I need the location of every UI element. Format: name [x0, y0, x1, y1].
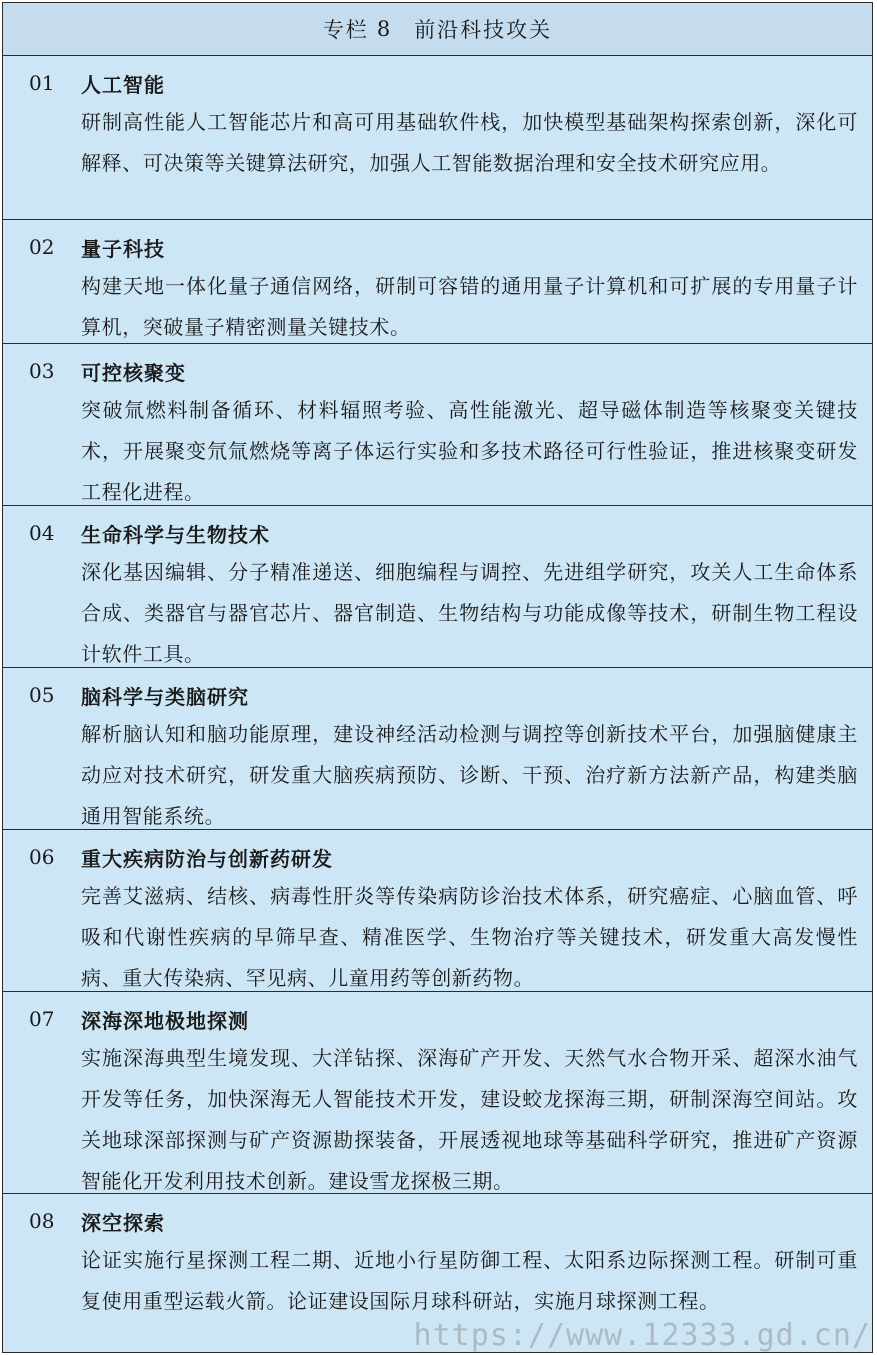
section-number: 03 [29, 359, 55, 383]
section-body: 突破氚燃料制备循环、材料辐照考验、高性能激光、超导磁体制造等核聚变关键技术，开展聚变氘氚燃烧等离子体运行实验和多技术路径可行性验证，推进核聚变研发工程化进程。 [81, 398, 858, 504]
section-body: 深化基因编辑、分子精准递送、细胞编程与调控、先进组学研究，攻关人工生命体系合成、类器官与器官芯片、器官制造、生物结构与功能成像等技术，研制生物工程设计软件工具。 [81, 560, 858, 666]
section-number: 05 [29, 683, 55, 707]
section-body: 研制高性能人工智能芯片和高可用基础软件栈，加快模型基础架构探索创新，深化可解释、可决策等关键算法研究，加强人工智能数据治理和安全技术研究应用。 [81, 110, 858, 175]
section-06 [3, 830, 872, 992]
section-title: 重大疾病防治与创新药研发 [81, 846, 333, 871]
section-title: 生命科学与生物技术 [81, 522, 270, 547]
section-body: 构建天地一体化量子通信网络，研制可容错的通用量子计算机和可扩展的专用量子计算机，突破量子精密测量关键技术。 [81, 274, 858, 339]
column-prefix: 专栏 [322, 18, 369, 42]
column-box [2, 2, 873, 1353]
section-number: 07 [29, 1007, 55, 1031]
section-07 [3, 992, 872, 1194]
section-title: 人工智能 [81, 72, 165, 97]
section-01 [3, 56, 872, 220]
column-title: 前沿科技攻关 [414, 18, 553, 42]
section-title: 脑科学与类脑研究 [81, 684, 249, 709]
section-number: 08 [29, 1209, 55, 1233]
column-header [3, 3, 872, 56]
watermark-url: https://www.12333.gd.cn/ [413, 1318, 871, 1353]
section-title: 可控核聚变 [81, 360, 186, 385]
section-number: 06 [29, 845, 55, 869]
section-04 [3, 506, 872, 668]
section-number: 01 [29, 71, 55, 95]
section-number: 02 [29, 235, 55, 259]
section-number: 04 [29, 521, 55, 545]
section-title: 量子科技 [81, 236, 165, 261]
section-02 [3, 220, 872, 344]
section-05 [3, 668, 872, 830]
section-body: 完善艾滋病、结核、病毒性肝炎等传染病防诊治技术体系，研究癌症、心脑血管、呼吸和代谢性疾病的早筛早查、精准医学、生物治疗等关键技术，研发重大高发慢性病、重大传染病、罕见病、儿童用药等创新药物。 [81, 884, 858, 990]
section-03 [3, 344, 872, 506]
section-body: 实施深海典型生境发现、大洋钻探、深海矿产开发、天然气水合物开采、超深水油气开发等任务，加快深海无人智能技术开发，建设蛟龙探海三期，研制深海空间站。攻关地球深部探测与矿产资源勘探装备，开展透视地球等基础科学研究，推进矿产资源智能化开发利用技术创新。建设雪龙探极三期。 [81, 1046, 858, 1193]
section-body: 解析脑认知和脑功能原理，建设神经活动检测与调控等创新技术平台，加强脑健康主动应对技术研究，研发重大脑疾病预防、诊断、干预、治疗新方法新产品，构建类脑通用智能系统。 [81, 722, 858, 828]
section-title: 深空探索 [81, 1210, 165, 1235]
section-body: 论证实施行星探测工程二期、近地小行星防御工程、太阳系边际探测工程。研制可重复使用重型运载火箭。论证建设国际月球科研站，实施月球探测工程。 [81, 1248, 858, 1313]
section-title: 深海深地极地探测 [81, 1008, 249, 1033]
column-number: 8 [376, 17, 393, 41]
